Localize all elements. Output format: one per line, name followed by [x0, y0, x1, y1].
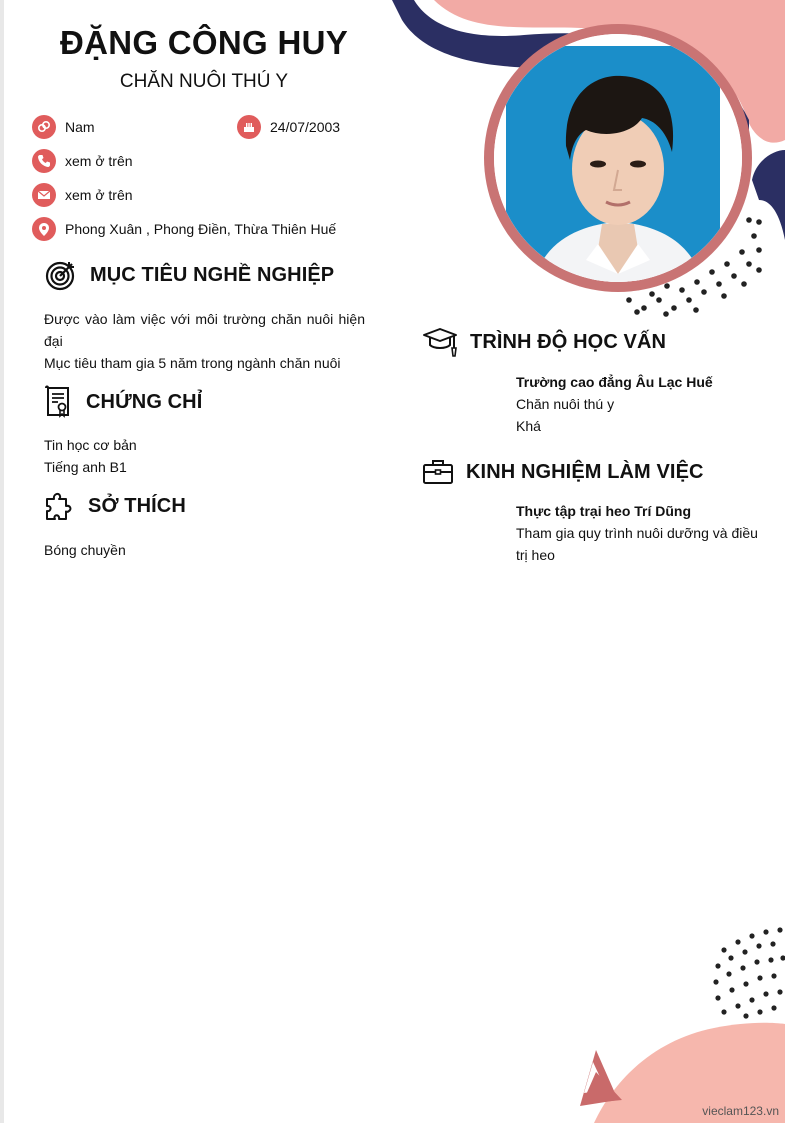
info-email: [32, 183, 133, 207]
navy-swirl-right: [752, 150, 785, 240]
certificate-item: Tin học cơ bản: [44, 437, 137, 453]
puzzle-icon: [44, 490, 76, 522]
phone-icon: [32, 149, 56, 173]
location-pin-icon: [32, 217, 56, 241]
career-goal-line-2: Mục tiêu tham gia 5 năm trong ngành chăn nuôi: [44, 355, 341, 371]
candidate-name: ĐẶNG CÔNG HUY: [59, 24, 349, 61]
certificates-heading: CHỨNG CHỈ: [86, 390, 203, 413]
dot-pattern-bottom: [713, 927, 785, 1018]
certificate-icon: [44, 385, 74, 419]
graduation-cap-icon: [422, 326, 458, 358]
section-education-title: [422, 326, 666, 358]
watermark: vieclam123.vn: [702, 1104, 779, 1118]
education-school: Trường cao đẳng Âu Lạc Huế: [516, 374, 713, 390]
section-certificates-title: [44, 385, 202, 419]
gender-icon: [32, 115, 56, 139]
career-goal-heading: MỤC TIÊU NGHỀ NGHIỆP: [90, 263, 335, 286]
triangle-decoration: [580, 1050, 622, 1106]
section-experience-title: [422, 458, 704, 486]
hobbies-heading: SỞ THÍCH: [88, 494, 186, 517]
experience-heading: KINH NGHIỆM LÀM VIỆC: [466, 460, 704, 483]
briefcase-icon: [422, 458, 454, 486]
experience-position: Thực tập trại heo Trí Dũng: [516, 503, 692, 519]
job-title: CHĂN NUÔI THÚ Y: [119, 71, 289, 92]
career-goal-line-1: Được vào làm việc với môi trường chăn nuôi hiện đại: [44, 311, 365, 349]
target-icon: [44, 258, 78, 292]
birthday-value: 24/07/2003: [270, 119, 341, 135]
address-value: Phong Xuân , Phong Điền, Thừa Thiên Huế: [65, 221, 337, 237]
section-hobbies-title: [44, 490, 186, 522]
profile-photo: [484, 24, 752, 292]
hobby-item: Bóng chuyền: [44, 542, 126, 558]
phone-value: xem ở trên: [65, 153, 133, 169]
email-value: xem ở trên: [65, 187, 133, 203]
gender-value: Nam: [65, 119, 95, 135]
cake-icon: [237, 115, 261, 139]
certificate-item: Tiếng anh B1: [44, 459, 127, 475]
mail-icon: [32, 183, 56, 207]
info-birthday: [237, 115, 340, 139]
info-gender: [32, 115, 95, 139]
info-phone: [32, 149, 133, 173]
experience-description: Tham gia quy trình nuôi dưỡng và điều trị heo: [516, 525, 758, 563]
cv-page: [4, 0, 785, 1123]
education-major: Chăn nuôi thú y: [516, 396, 615, 412]
section-career-goal-title: [44, 258, 334, 292]
education-grade: Khá: [516, 418, 541, 434]
education-heading: TRÌNH ĐỘ HỌC VẤN: [470, 330, 667, 353]
info-address: [32, 217, 336, 241]
portrait-image: [494, 34, 742, 282]
